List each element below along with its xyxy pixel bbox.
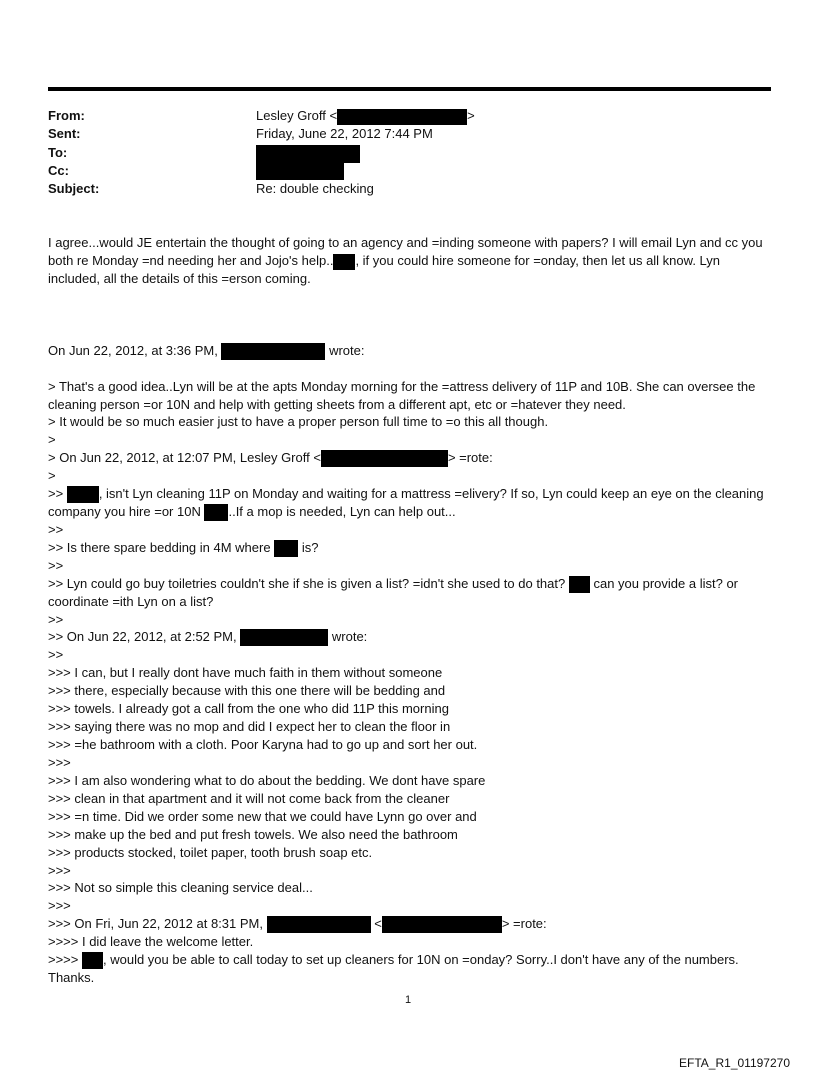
quote-header: >> On Jun 22, 2012, at 2:52 PM, wrote: xyxy=(48,628,367,646)
quoted-line: >>> clean in that apartment and it will not come back from the cleaner xyxy=(48,791,450,806)
sent-label: Sent: xyxy=(48,126,81,141)
quoted-line: >>> make up the bed and put fresh towels. We also need the bathroom xyxy=(48,827,458,842)
quoted-line: >> Is there spare bedding in 4M where is? xyxy=(48,539,318,557)
quoted-line: > xyxy=(48,432,56,447)
quote-header: On Jun 22, 2012, at 3:36 PM, wrote: xyxy=(48,342,365,360)
quoted-line: >> xyxy=(48,612,64,627)
redaction xyxy=(274,540,298,557)
quoted-line: >> Lyn could go buy toiletries couldn't she if she is given a list? =idn't she used to do that? can you provide a list? or coordinate =ith Lyn on a list? xyxy=(48,576,739,610)
quoted-line: >>> xyxy=(48,863,71,878)
redaction xyxy=(569,576,590,593)
quoted-line: >>> I am also wondering what to do about the bedding. We dont have spare xyxy=(48,773,486,788)
subject-label: Subject: xyxy=(48,181,100,196)
quoted-line: >>> Not so simple this cleaning service deal... xyxy=(48,880,313,895)
redaction xyxy=(240,629,328,646)
quoted-line: > It would be so much easier just to have a proper person full time to =o this all though. xyxy=(48,414,549,429)
quoted-line: >> xyxy=(48,558,64,573)
quoted-line: >>> =he bathroom with a cloth. Poor Karyna had to go up and sort her out. xyxy=(48,737,478,752)
quoted-line: > That's a good idea..Lyn will be at the apts Monday morning for the =attress delivery of 11P and 10B. She can oversee the cleaning person =or 10N and help with getting sheets from a different apt, etc or =hatever they need. xyxy=(48,379,756,412)
redaction xyxy=(382,916,502,933)
quoted-line: >>>> I did leave the welcome letter. xyxy=(48,934,254,949)
redaction xyxy=(337,109,467,125)
redaction xyxy=(82,952,103,969)
quoted-line: >>> saying there was no mop and did I expect her to clean the floor in xyxy=(48,719,451,734)
quoted-line: > xyxy=(48,468,56,483)
quoted-line: >>>> , would you be able to call today to set up cleaners for 10N on =onday? Sorry..I don't have any of the numbers. xyxy=(48,951,772,969)
bates-number: EFTA_R1_01197270 xyxy=(679,1056,790,1070)
subject-value: Re: double checking xyxy=(256,181,374,196)
to-label: To: xyxy=(48,145,68,160)
quoted-line: >> , isn't Lyn cleaning 11P on Monday and waiting for a mattress =elivery? If so, Lyn could keep an eye on the cleaning company you hire =or 10N ..If a mop is needed, Lyn can help out... xyxy=(48,485,772,521)
redaction xyxy=(333,254,355,270)
sent-value: Friday, June 22, 2012 7:44 PM xyxy=(256,126,433,141)
quoted-line: >>> =n time. Did we order some new that we could have Lynn go over and xyxy=(48,809,477,824)
quoted-line: >> xyxy=(48,647,64,662)
from-label: From: xyxy=(48,108,85,123)
quote-header: > On Jun 22, 2012, at 12:07 PM, Lesley Groff < > =rote: xyxy=(48,449,493,467)
quote-header: >>> On Fri, Jun 22, 2012 at 8:31 PM, < > =rote: xyxy=(48,915,547,933)
redaction xyxy=(67,486,99,503)
cc-label: Cc: xyxy=(48,163,69,178)
quoted-line: Thanks. xyxy=(48,970,95,985)
header-rule xyxy=(48,87,771,91)
quoted-line: >>> I can, but I really dont have much faith in them without someone xyxy=(48,665,443,680)
redaction xyxy=(256,145,360,163)
redaction xyxy=(256,163,344,180)
from-name: Lesley Groff < xyxy=(256,108,338,123)
from-value xyxy=(256,107,475,125)
quoted-line: >>> xyxy=(48,755,71,770)
quoted-line: >>> towels. I already got a call from the one who did 11P this morning xyxy=(48,701,449,716)
message-paragraph: I agree...would JE entertain the thought of going to an agency and =inding someone with papers? I will email Lyn and cc you both re Monday =nd needing her and Jojo's help.. , if you could hire someone for =onday, then let us all know. Lyn included, all the details of this =erson coming. xyxy=(48,235,763,286)
redaction xyxy=(204,504,228,521)
redaction xyxy=(321,450,448,467)
quoted-line: >>> there, especially because with this one there will be bedding and xyxy=(48,683,446,698)
page-number: 1 xyxy=(404,994,412,1006)
redaction xyxy=(221,343,325,360)
quoted-line: >>> products stocked, toilet paper, tooth brush soap etc. xyxy=(48,845,373,860)
from-close: > xyxy=(467,108,475,123)
redaction xyxy=(267,916,371,933)
quoted-line: >>> xyxy=(48,898,71,913)
quoted-line: >> xyxy=(48,522,64,537)
